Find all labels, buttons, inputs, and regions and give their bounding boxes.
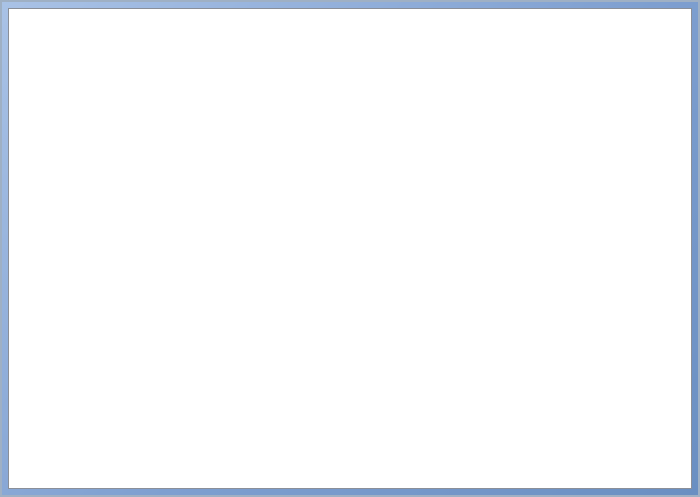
page-number bbox=[64, 419, 65, 431]
page-border-frame bbox=[2, 2, 698, 495]
document-page bbox=[8, 8, 692, 489]
